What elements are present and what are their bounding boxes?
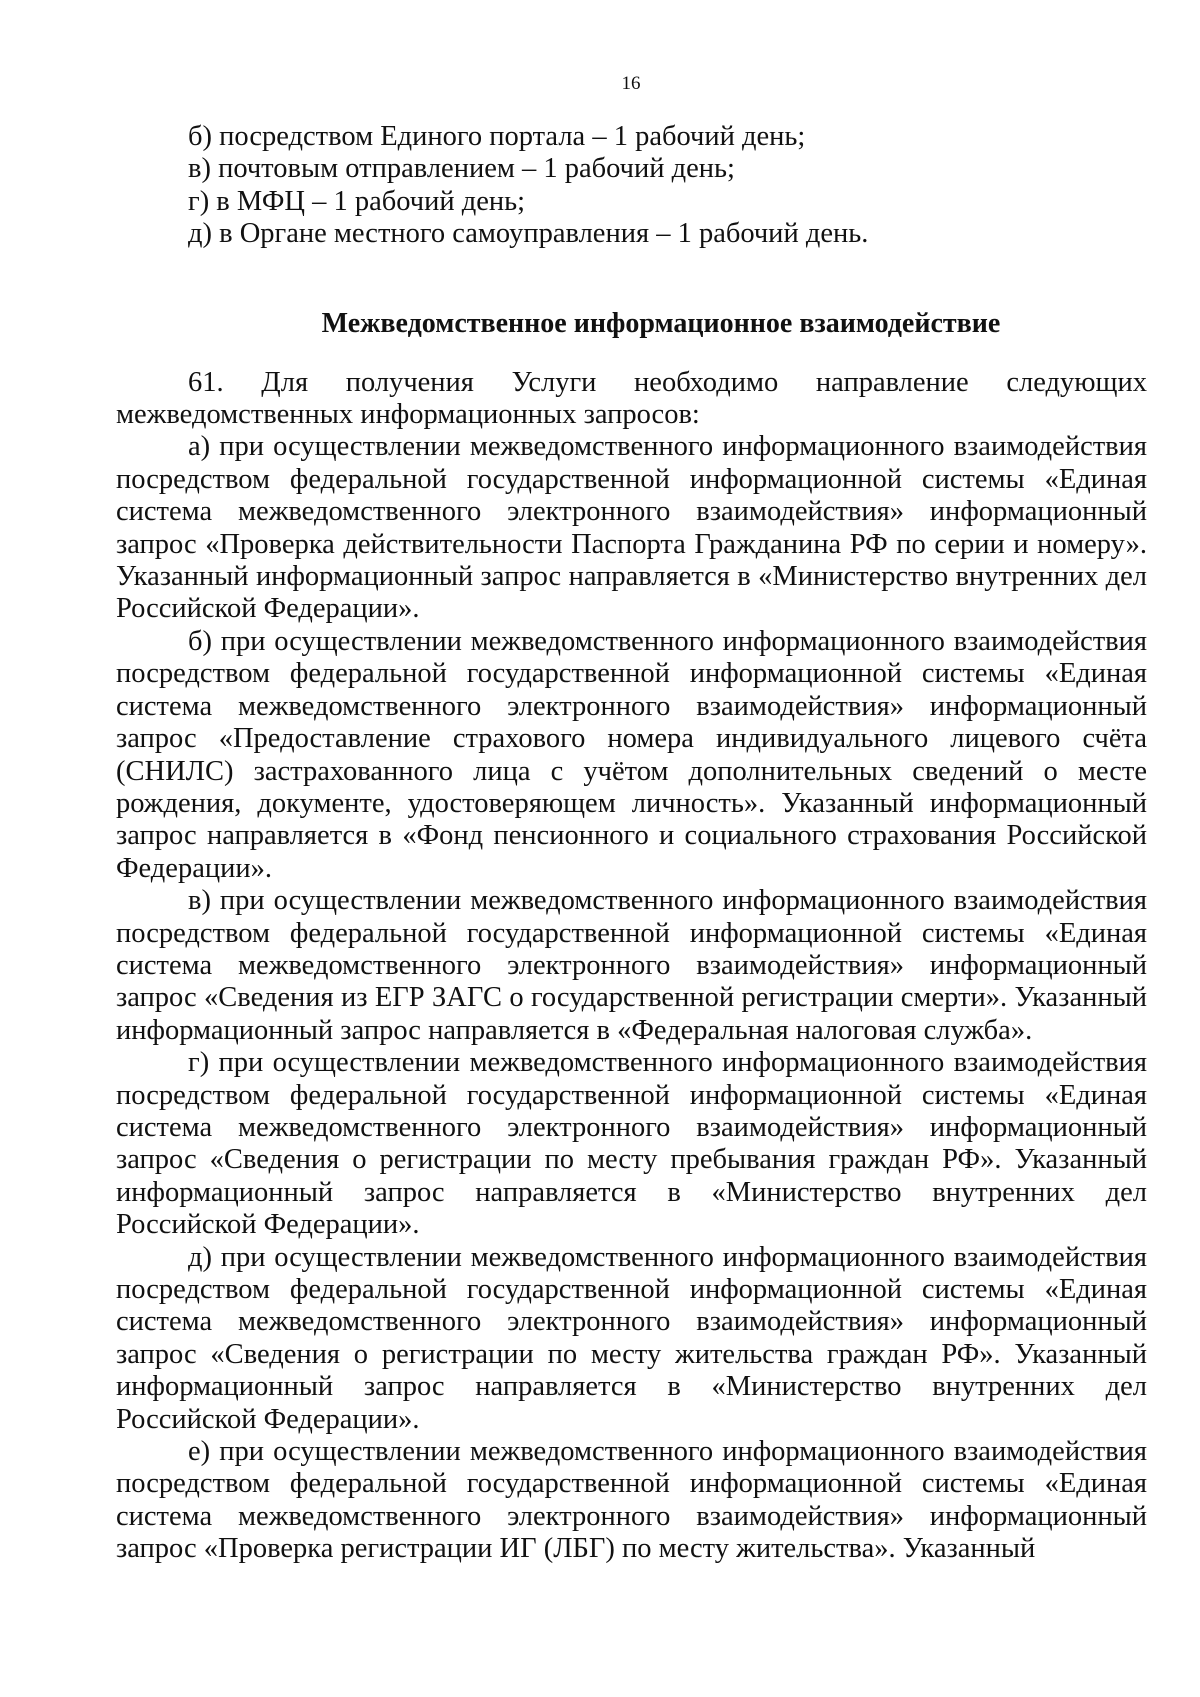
item-61 (116, 367, 1147, 432)
paragraph-a: а) при осуществлении межведомственного информационного взаимодействия посредством федеральной государственной информационной системы «Единая система межведомственного электронного взаимодействия» информационный запрос «Проверка действительности Паспорта Гражданина РФ по серии и номеру». Указанный информационный запрос направляется в «Министерство внутренних дел Российской Федерации». (116, 431, 1147, 625)
section-heading: Межведомственное информационное взаимодействие (321, 307, 1001, 339)
paragraph-b: б) при осуществлении межведомственного информационного взаимодействия посредством федеральной государственной информационной системы «Единая система межведомственного электронного взаимодействия» информационный запрос «Предоставление страхового номера индивидуального лицевого счёта (СНИЛС) застрахованного лица с учётом дополнительных сведений о месте рождения, документе, удостоверяющем личность». Указанный информационный запрос направляется в «Фонд пенсионного и социального страхования Российской Федерации». (116, 625, 1147, 884)
item-61-lead: 61. Для получения Услуги необходимо направление следующих (188, 366, 1147, 398)
paragraph-e: е) при осуществлении межведомственного информационного взаимодействия посредством федеральной государственной информационной системы «Единая система межведомственного электронного взаимодействия» информационный запрос «Проверка регистрации ИГ (ЛБГ) по месту жительства». Указанный (116, 1436, 1147, 1565)
list-item-v: в) почтовым отправлением – 1 рабочий день; (188, 153, 735, 185)
list-item-b: б) посредством Единого портала – 1 рабочий день; (188, 121, 806, 152)
item-61-tail: межведомственных информационных запросов: (116, 399, 700, 431)
document-body (116, 121, 1147, 1566)
list-item-g: г) в МФЦ – 1 рабочий день; (188, 185, 526, 217)
page-number: 16 (621, 73, 641, 94)
paragraph-d: д) при осуществлении межведомственного информационного взаимодействия посредством федеральной государственной информационной системы «Единая система межведомственного электронного взаимодействия» информационный запрос «Сведения о регистрации по месту жительства граждан РФ». Указанный информационный запрос направляется в «Министерство внутренних дел Российской Федерации». (116, 1241, 1147, 1435)
paragraph-v: в) при осуществлении межведомственного информационного взаимодействия посредством федеральной государственной информационной системы «Единая система межведомственного электронного взаимодействия» информационный запрос «Сведения из ЕГР ЗАГС о государственной регистрации смерти». Указанный информационный запрос направляется в «Федеральная налоговая служба». (116, 885, 1147, 1046)
list-item-d: д) в Органе местного самоуправления – 1 рабочий день. (188, 218, 869, 250)
paragraph-g: г) при осуществлении межведомственного информационного взаимодействия посредством федеральной государственной информационной системы «Единая система межведомственного электронного взаимодействия» информационный запрос «Сведения о регистрации по месту пребывания граждан РФ». Указанный информационный запрос направляется в «Министерство внутренних дел Российской Федерации». (116, 1047, 1147, 1241)
